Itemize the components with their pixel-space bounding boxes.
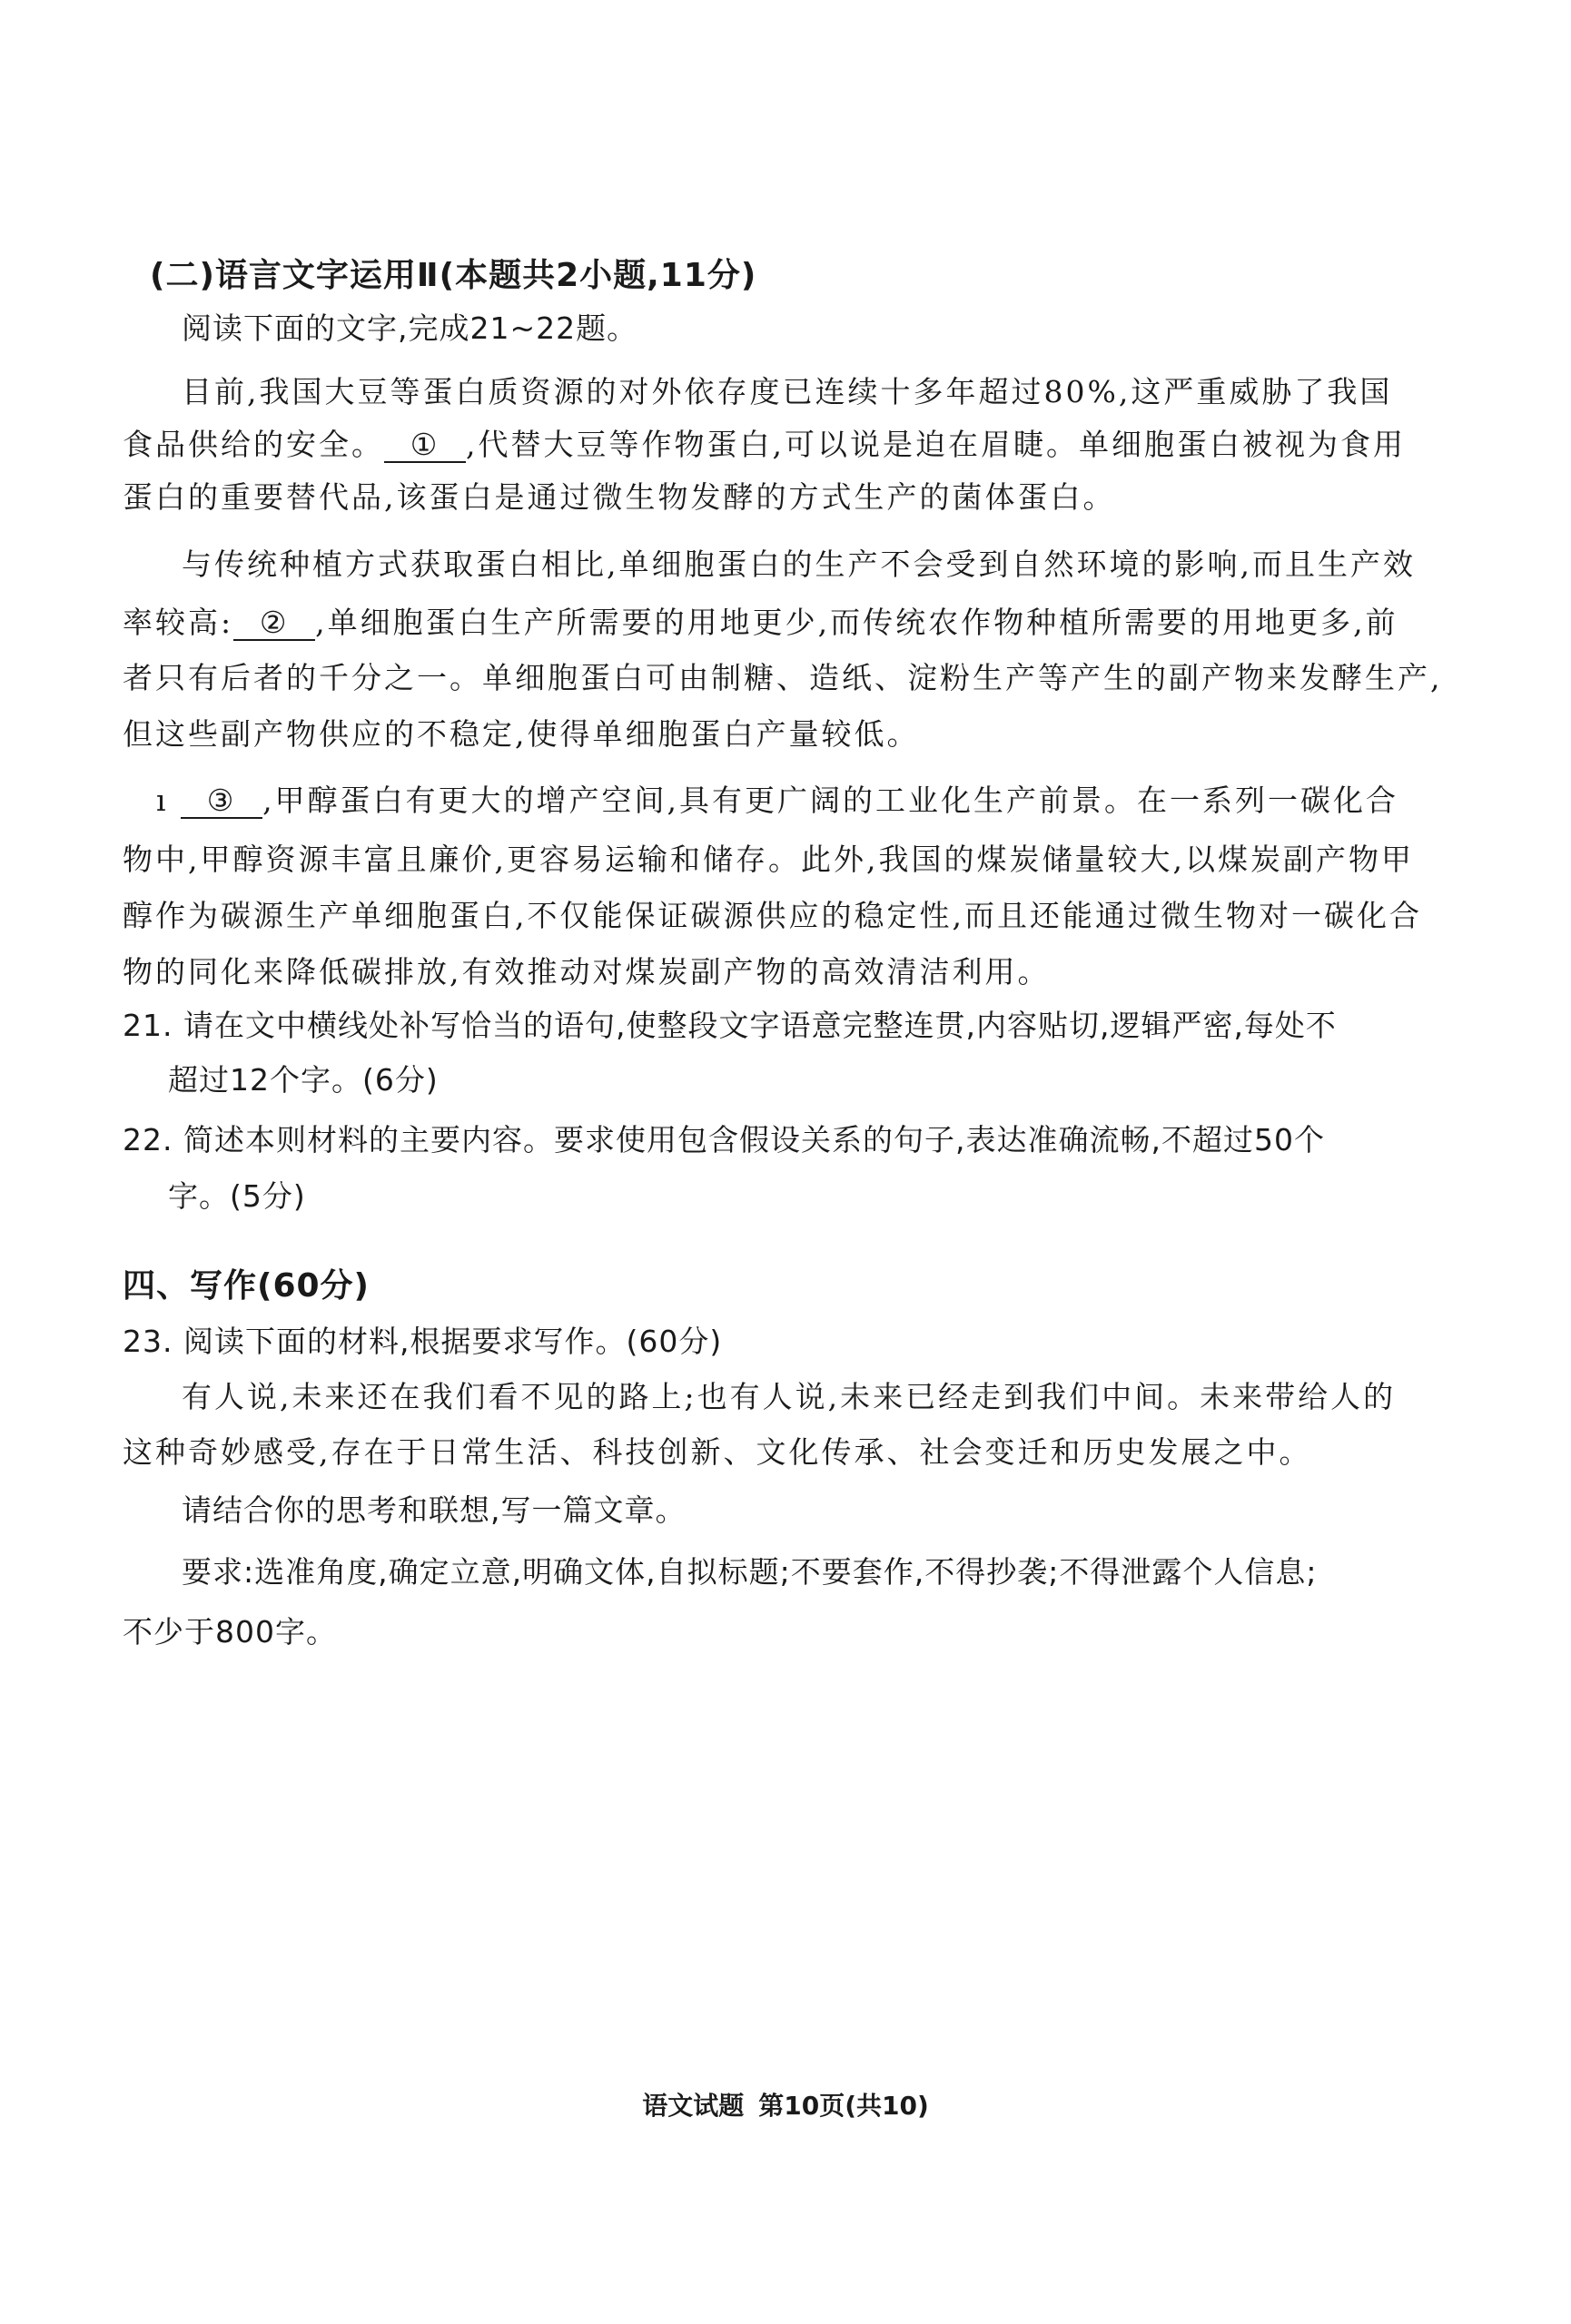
material-line1: 有人说,未来还在我们看不见的路上;也有人说,未来已经走到我们中间。未来带给人的 (182, 1379, 1397, 1414)
part2-heading: (二)语言文字运用Ⅱ(本题共2小题,11分) (150, 257, 757, 294)
passage-p1-line2-start: 食品供给的安全。 (123, 427, 384, 462)
part2-instruction: 阅读下面的文字,完成21~22题。 (182, 310, 638, 346)
blank-2: ② (233, 606, 315, 641)
passage-p2-line4: 但这些副产物供应的不稳定,使得单细胞蛋白产量较低。 (123, 716, 920, 752)
passage-p3-line1 (156, 781, 1398, 821)
passage-p3-line4: 物的同化来降低碳排放,有效推动对煤炭副产物的高效清洁利用。 (123, 954, 1051, 990)
footer-page-number: 第10页(共10) (758, 2091, 929, 2121)
question-21-line2: 超过12个字。(6分) (168, 1062, 439, 1098)
passage-p2-line1: 与传统种植方式获取蛋白相比,单细胞蛋白的生产不会受到自然环境的影响,而且生产效 (182, 547, 1416, 582)
passage-p3-line1-end: ,甲醇蛋白有更大的增产空间,具有更广阔的工业化生产前景。在一系列一碳化合 (262, 783, 1399, 818)
part4-heading: 四、写作(60分) (123, 1267, 371, 1305)
passage-p2-line3: 者只有后者的千分之一。单细胞蛋白可由制糖、造纸、淀粉生产等产生的副产物来发酵生产, (123, 660, 1443, 695)
question-22-line1: 22. 简述本则材料的主要内容。要求使用包含假设关系的句子,表达准确流畅,不超过50个 (123, 1122, 1325, 1157)
passage-p1-line3: 蛋白的重要替代品,该蛋白是通过微生物发酵的方式生产的菌体蛋白。 (123, 479, 1116, 515)
passage-p3-line2: 物中,甲醇资源丰富且廉价,更容易运输和储存。此外,我国的煤炭储量较大,以煤炭副产物甲 (123, 842, 1414, 877)
blank-3: ③ (181, 784, 262, 819)
passage-p2-line2-end: ,单细胞蛋白生产所需要的用地更少,而传统农作物种植所需要的用地更多,前 (315, 605, 1398, 640)
page-footer (0, 2086, 1571, 2122)
passage-p3-lead: ı (156, 783, 169, 818)
passage-p1-line1: 目前,我国大豆等蛋白质资源的对外依存度已连续十多年超过80%,这严重威胁了我国 (182, 374, 1393, 409)
writing-prompt: 请结合你的思考和联想,写一篇文章。 (182, 1492, 687, 1528)
passage-p2-line2-start: 率较高: (123, 605, 234, 640)
passage-p1-line2 (123, 425, 1406, 465)
question-23: 23. 阅读下面的材料,根据要求写作。(60分) (123, 1324, 723, 1359)
footer-subject: 语文试题 (642, 2091, 745, 2121)
passage-p1-line2-end: ,代替大豆等作物蛋白,可以说是迫在眉睫。单细胞蛋白被视为食用 (466, 427, 1406, 462)
blank-1: ① (384, 428, 466, 463)
question-21-line1: 21. 请在文中横线处补写恰当的语句,使整段文字语意完整连贯,内容贴切,逻辑严密,每处不 (123, 1008, 1337, 1043)
requirements-line2: 不少于800字。 (123, 1614, 337, 1649)
requirements-line1: 要求:选准角度,确定立意,明确文体,自拟标题;不要套作,不得抄袭;不得泄露个人信息; (182, 1554, 1318, 1590)
passage-p3-line3: 醇作为碳源生产单细胞蛋白,不仅能保证碳源供应的稳定性,而且还能通过微生物对一碳化合 (123, 898, 1422, 933)
question-22-line2: 字。(5分) (168, 1178, 306, 1214)
material-line2: 这种奇妙感受,存在于日常生活、科技创新、文化传承、社会变迁和历史发展之中。 (123, 1434, 1312, 1470)
passage-p2-line2 (123, 603, 1398, 643)
